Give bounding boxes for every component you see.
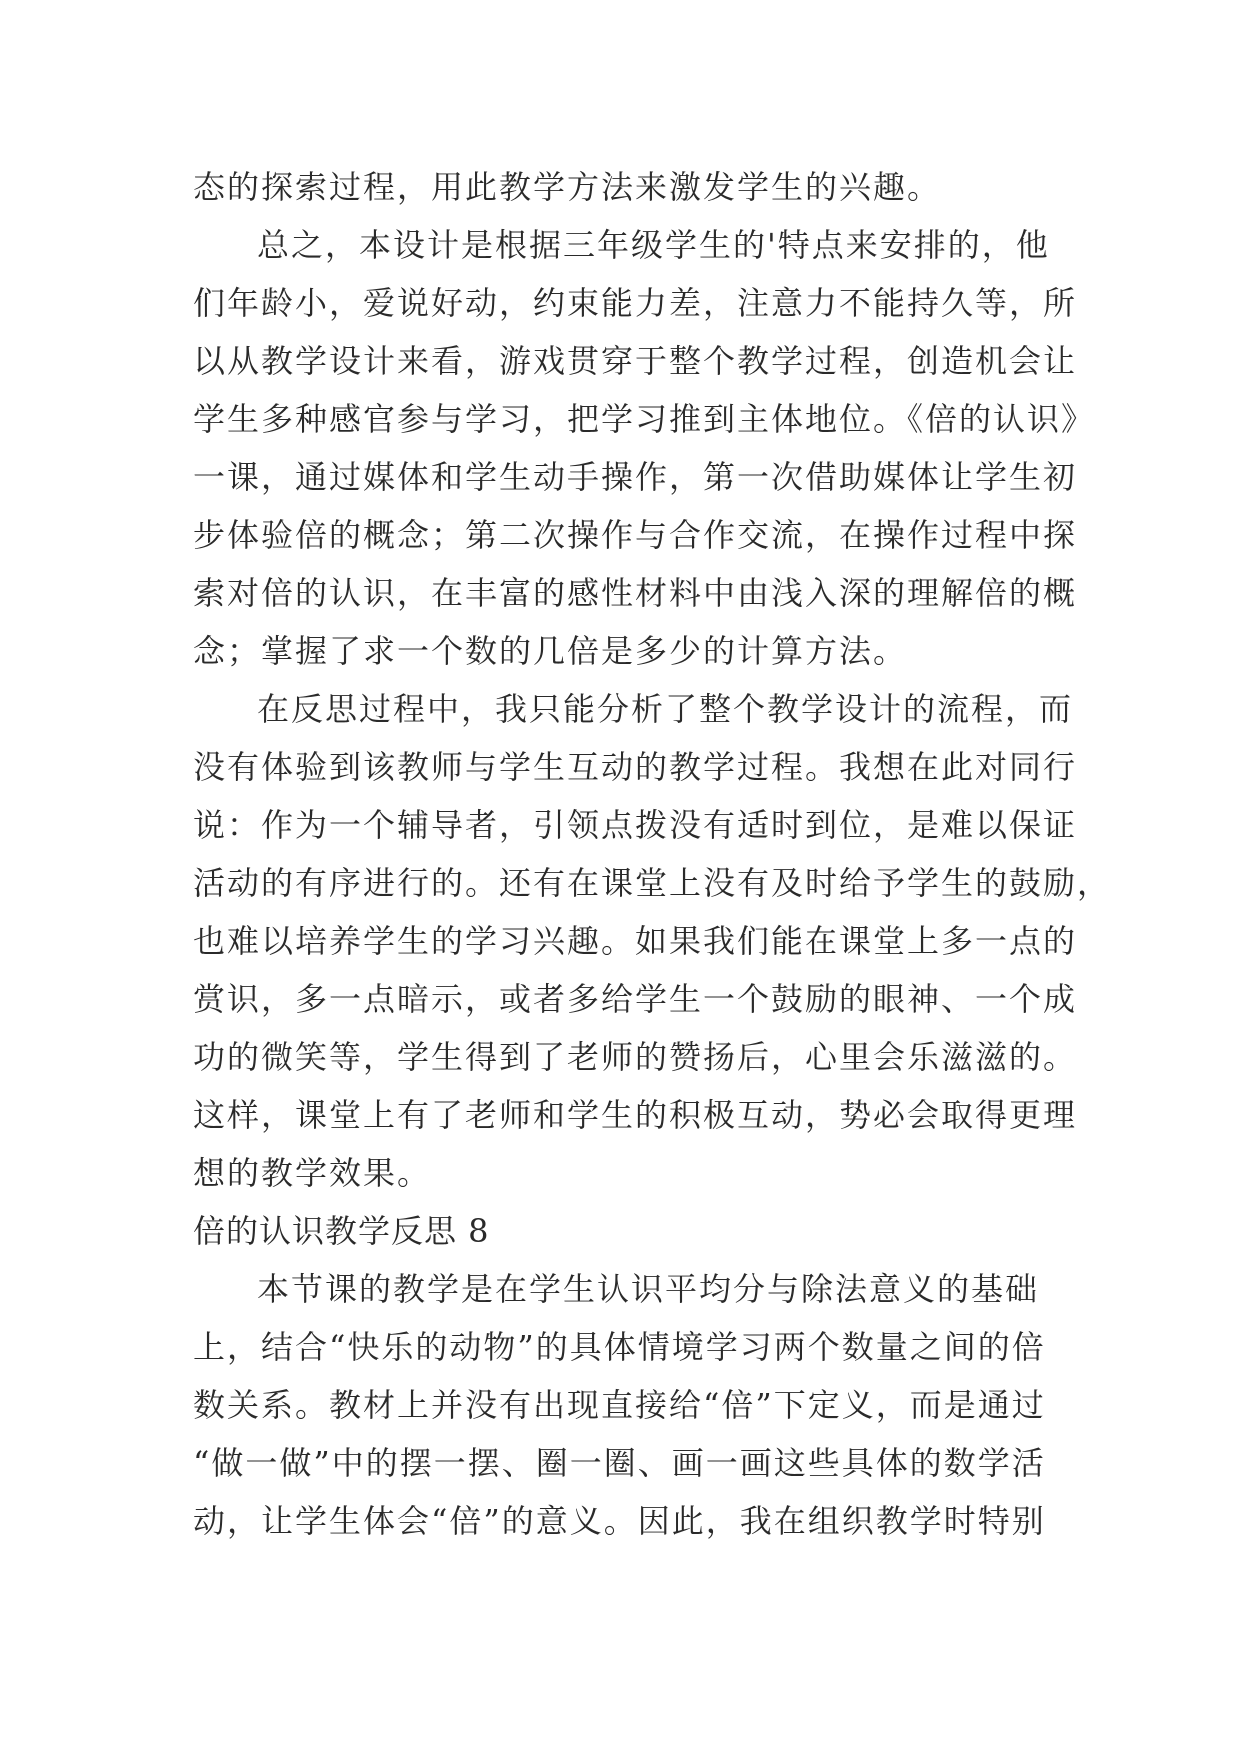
text-line: 动，让学生体会“倍”的意义。因此，我在组织教学时特别 [193, 1502, 1046, 1540]
text-line: 以从教学设计来看，游戏贯穿于整个教学过程，创造机会让 [193, 342, 1078, 380]
text-line: 在反思过程中，我只能分析了整个教学设计的流程，而 [257, 690, 1074, 728]
text-line: 功的微笑等，学生得到了老师的赞扬后，心里会乐滋滋的。 [193, 1038, 1078, 1076]
text-line: “做一做”中的摆一摆、圈一圈、画一画这些具体的数学活 [193, 1444, 1046, 1482]
text-line: 想的教学效果。 [193, 1154, 432, 1192]
text-line: 数关系。教材上并没有出现直接给“倍”下定义，而是通过 [193, 1386, 1046, 1424]
text-line: 学生多种感官参与学习，把学习推到主体地位。《倍的认识》 [193, 400, 1096, 438]
text-line: 这样，课堂上有了老师和学生的积极互动，势必会取得更理 [193, 1096, 1078, 1134]
text-line: 步体验倍的概念；第二次操作与合作交流，在操作过程中探 [193, 516, 1078, 554]
text-line: 一课，通过媒体和学生动手操作，第一次借助媒体让学生初 [193, 458, 1078, 496]
text-line: 念；掌握了求一个数的几倍是多少的计算方法。 [193, 632, 908, 670]
text-line: 索对倍的认识，在丰富的感性材料中由浅入深的理解倍的概 [193, 574, 1078, 612]
text-line: 说：作为一个辅导者，引领点拨没有适时到位，是难以保证 [193, 806, 1078, 844]
text-line: 们年龄小，爱说好动，约束能力差，注意力不能持久等，所 [193, 284, 1078, 322]
section-heading: 倍的认识教学反思 8 [193, 1212, 490, 1250]
text-line: 赏识，多一点暗示，或者多给学生一个鼓励的眼神、一个成 [193, 980, 1078, 1018]
text-line: 也难以培养学生的学习兴趣。如果我们能在课堂上多一点的 [193, 922, 1078, 960]
text-line: 没有体验到该教师与学生互动的教学过程。我想在此对同行 [193, 748, 1078, 786]
text-line: 态的探索过程，用此教学方法来激发学生的兴趣。 [193, 168, 942, 206]
text-line: 上，结合“快乐的动物”的具体情境学习两个数量之间的倍 [193, 1328, 1046, 1366]
text-line: 本节课的教学是在学生认识平均分与除法意义的基础 [257, 1270, 1040, 1308]
text-line: 总之，本设计是根据三年级学生的'特点来安排的，他 [257, 226, 1050, 264]
text-line: 活动的有序进行的。还有在课堂上没有及时给予学生的鼓励， [193, 864, 1112, 902]
